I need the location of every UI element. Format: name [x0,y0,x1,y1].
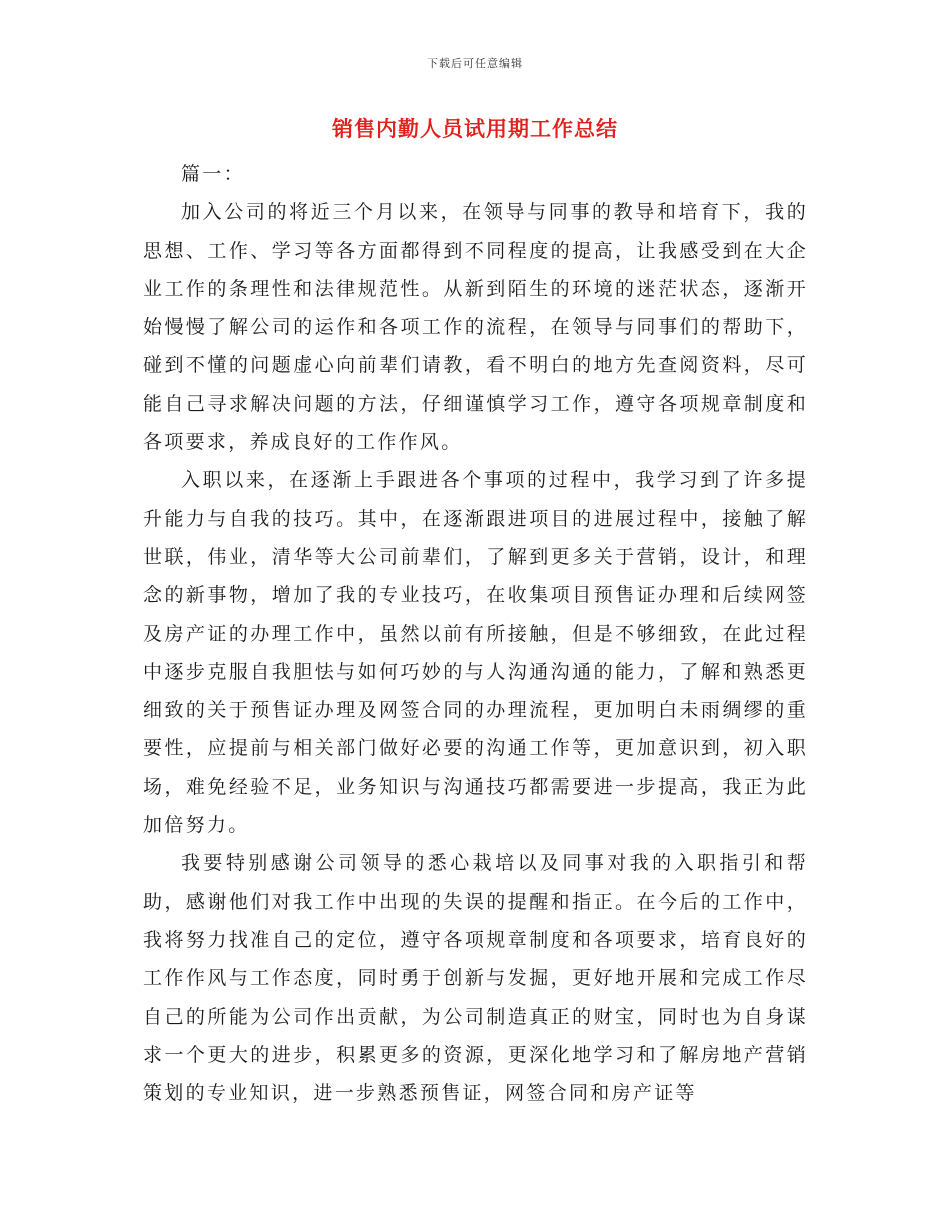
paragraph-1: 加入公司的将近三个月以来，在领导与同事的教导和培育下，我的思想、工作、学习等各方面都得到不同程度的提高，让我感受到在大企业工作的条理性和法律规范性。从新到陌生的环境的迷茫状态，逐渐开始慢慢了解公司的运作和各项工作的流程，在领导与同事们的帮助下，碰到不懂的问题虚心向前辈们请教，看不明白的地方先查阅资料，尽可能自己寻求解决问题的方法，仔细谨慎学习工作，遵守各项规章制度和各项要求，养成良好的工作作风。 [143,201,808,454]
document-title: 销售内勤人员试用期工作总结 [332,116,618,141]
document-body [143,155,808,1112]
paragraph-2: 入职以来，在逐渐上手跟进各个事项的过程中，我学习到了许多提升能力与自我的技巧。其中，在逐渐跟进项目的进展过程中，接触了解世联，伟业，清华等大公司前辈们，了解到更多关于营销，设计，和理念的新事物，增加了我的专业技巧，在收集项目预售证办理和后续网签及房产证的办理工作中，虽然以前有所接触，但是不够细致，在此过程中逐步克服自我胆怯与如何巧妙的与人沟通沟通的能力，了解和熟悉更细致的关于预售证办理及网签合同的办理流程，更加明白未雨绸缪的重要性，应提前与相关部门做好必要的沟通工作等，更加意识到，初入职场，难免经验不足，业务知识与沟通技巧都需要进一步提高，我正为此加倍努力。 [143,469,808,837]
paragraph-3: 我要特别感谢公司领导的悉心栽培以及同事对我的入职指引和帮助，感谢他们对我工作中出现的失误的提醒和指正。在今后的工作中，我将努力找准自己的定位，遵守各项规章制度和各项要求，培育良好的工作作风与工作态度，同时勇于创新与发掘，更好地开展和完成工作尽自己的所能为公司作出贡献，为公司制造真正的财宝，同时也为自身谋求一个更大的进步，积累更多的资源，更深化地学习和了解房地产营销策划的专业知识，进一步熟悉预售证，网签合同和房产证等 [143,852,808,1105]
page-header-note: 下载后可任意编辑 [427,57,523,70]
section-label: 篇一： [181,163,245,185]
